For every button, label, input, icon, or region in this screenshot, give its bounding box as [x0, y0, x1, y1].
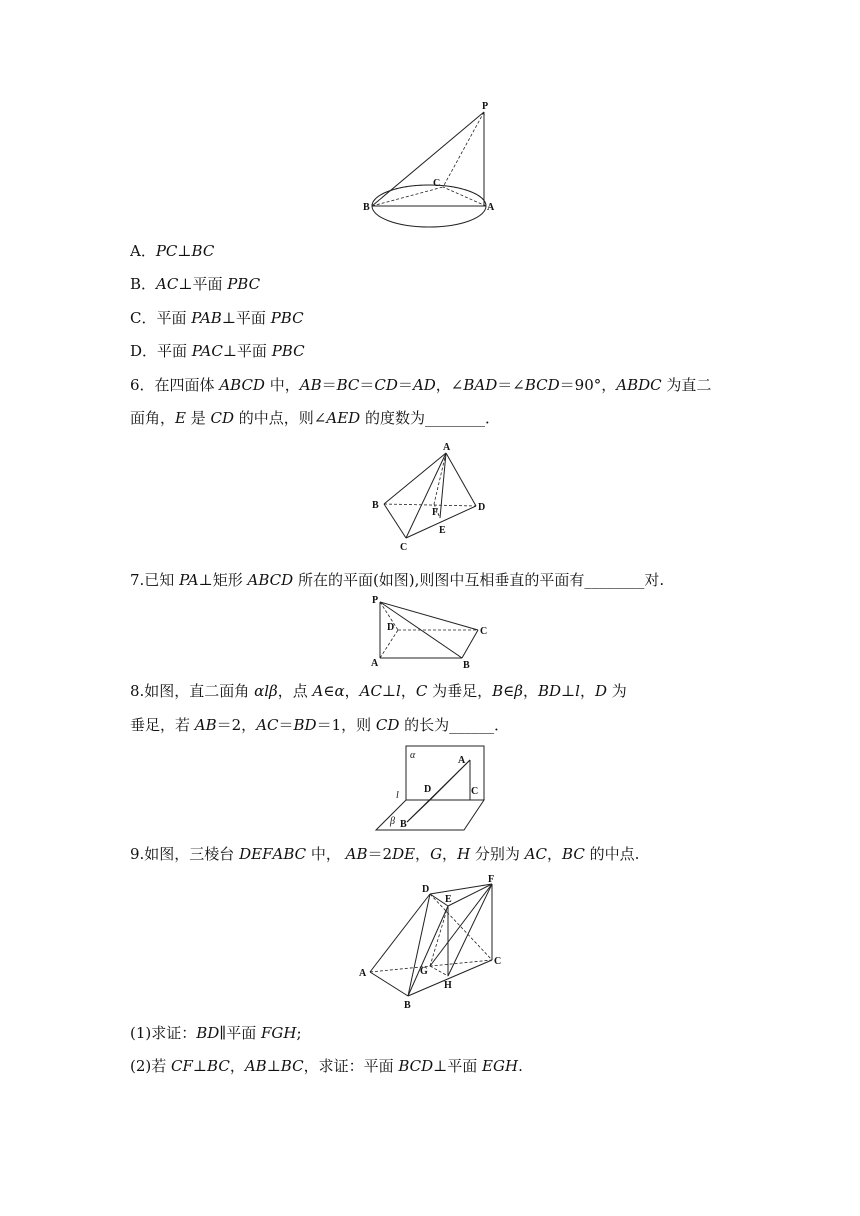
fig5-label-c: C — [433, 178, 441, 189]
q9-line: 9.如图，三棱台 DEFABC 中， AB＝2DE，G，H 分别为 AC，BC 的中点. — [130, 845, 640, 863]
fig9-label-h: H — [444, 980, 452, 991]
q8-line-2: 垂足，若 AB＝2，AC＝BD＝1，则 CD 的长为______． — [130, 716, 510, 734]
figure-q9 — [354, 874, 514, 1014]
fig6-label-c: C — [400, 542, 408, 553]
figure-q8 — [370, 742, 500, 837]
fig9-label-b: B — [404, 1000, 411, 1011]
fig9-label-f: F — [488, 874, 495, 885]
fig6-label-b: B — [372, 500, 379, 511]
q6-line-1: 6．在四面体 ABCD 中，AB＝BC＝CD＝AD，∠BAD＝∠BCD＝90°，ABDC 为直二 — [130, 376, 712, 394]
figure-q7 — [366, 592, 506, 672]
fig5-label-a: A — [487, 202, 495, 213]
fig9-label-d: D — [422, 884, 430, 895]
fig9-label-a: A — [359, 968, 367, 979]
fig9-label-c: C — [494, 956, 502, 967]
fig7-label-a: A — [371, 658, 379, 669]
fig5-label-p: P — [482, 101, 489, 112]
q5-option-a: A．PC⊥BC — [130, 242, 215, 260]
figure-q5 — [360, 98, 510, 238]
fig6-label-d: D — [478, 502, 486, 513]
fig8-label-d: D — [424, 784, 432, 795]
fig8-label-a: A — [458, 755, 466, 766]
figure-q6 — [368, 440, 498, 555]
q9-part-2: (2)若 CF⊥BC，AB⊥BC，求证：平面 BCD⊥平面 EGH. — [130, 1057, 523, 1075]
q6-line-2: 面角，E 是 CD 的中点，则∠AED 的度数为________． — [130, 409, 500, 427]
fig6-label-e: E — [439, 525, 446, 536]
fig9-label-g: G — [420, 966, 428, 977]
fig6-label-f: F — [432, 507, 439, 518]
fig7-label-d: D — [387, 622, 395, 633]
q7-line: 7.已知 PA⊥矩形 ABCD 所在的平面(如图),则图中互相垂直的平面有________对. — [130, 571, 665, 589]
fig6-label-a: A — [443, 442, 451, 453]
fig7-label-b: B — [463, 660, 470, 671]
fig8-label-l: l — [396, 790, 399, 801]
fig8-label-c: C — [471, 786, 479, 797]
fig8-label-beta: β — [390, 816, 395, 827]
fig7-label-p: P — [372, 595, 379, 606]
fig9-label-e: E — [445, 894, 452, 905]
q5-option-c: C．平面 PAB⊥平面 PBC — [130, 309, 304, 327]
fig8-label-b: B — [400, 819, 407, 830]
fig8-label-alpha: α — [410, 750, 416, 761]
q5-option-b: B．AC⊥平面 PBC — [130, 275, 261, 293]
q8-line-1: 8.如图，直二面角 αlβ，点 A∈α，AC⊥l，C 为垂足，B∈β，BD⊥l，D 为 — [130, 682, 627, 700]
q5-option-d: D．平面 PAC⊥平面 PBC — [130, 342, 305, 360]
fig7-label-c: C — [480, 626, 488, 637]
q9-part-1: (1)求证：BD∥平面 FGH; — [130, 1024, 302, 1042]
fig5-label-b: B — [363, 202, 370, 213]
